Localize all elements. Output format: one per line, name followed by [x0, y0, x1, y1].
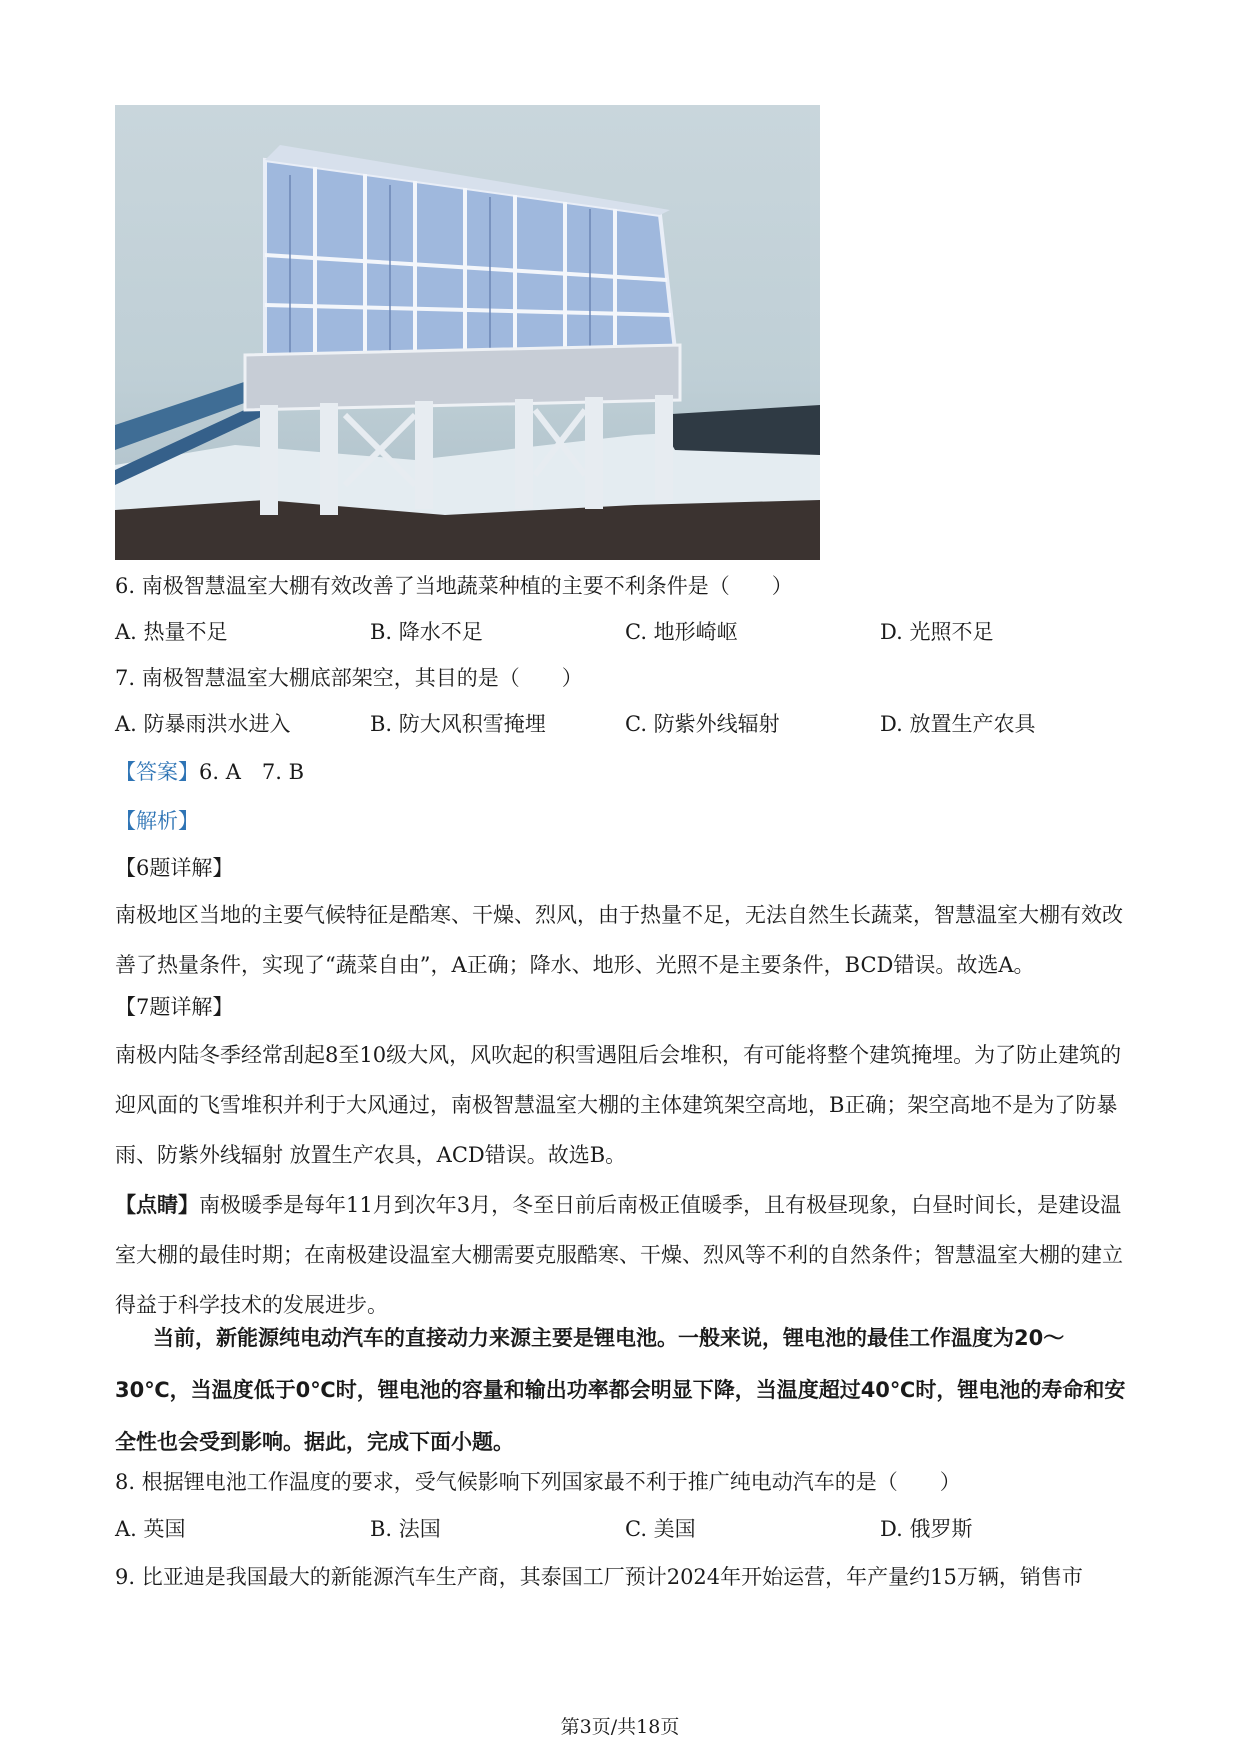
question-7-option-b: B. 防大风积雪掩埋 — [370, 712, 546, 736]
question-6-option-b: B. 降水不足 — [370, 620, 483, 644]
page-footer: 第3页/共18页 — [560, 1716, 680, 1738]
comment-text: 南极暖季是每年11月到次年3月，冬至日前后南极正值暖季，且有极昼现象，白昼时间长，是建设温室大棚的最佳时期；在南极建设温室大棚需要克服酷寒、干燥、烈风等不利的自然条件；智慧温室大棚的建立得益于科学技术的发展进步。 — [115, 1193, 1123, 1317]
question-6-option-d: D. 光照不足 — [880, 620, 994, 644]
comment-label: 【点睛】 — [115, 1192, 199, 1217]
reading-passage: 当前，新能源纯电动汽车的直接动力来源主要是锂电池。一般来说，锂电池的最佳工作温度为20～30℃，当温度低于0℃时，锂电池的容量和输出功率都会明显下降，当温度超过40℃时，锂电池的寿命和安全性也会受到影响。据此，完成下面小题。 — [115, 1326, 1126, 1454]
detail-6-label: 【6题详解】 — [115, 856, 234, 880]
detail-7-text: 南极内陆冬季经常刮起8至10级大风，风吹起的积雪遇阻后会堆积，有可能将整个建筑掩埋。为了防止建筑的迎风面的飞雪堆积并利于大风通过，南极智慧温室大棚的主体建筑架空高地，B正确；架空高地不是为了防暴雨、防紫外线辐射 放置生产农具，ACD错误。故选B。 — [115, 1043, 1122, 1167]
question-7-option-a: A. 防暴雨洪水进入 — [115, 712, 291, 736]
greenhouse-photo — [115, 105, 820, 560]
question-7-option-c: C. 防紫外线辐射 — [625, 712, 780, 736]
question-8-option-c: C. 美国 — [625, 1517, 696, 1541]
question-8-stem: 8. 根据锂电池工作温度的要求，受气候影响下列国家最不利于推广纯电动汽车的是（ ） — [115, 1470, 961, 1494]
question-6-stem: 6. 南极智慧温室大棚有效改善了当地蔬菜种植的主要不利条件是（ ） — [115, 574, 793, 598]
detail-7-label: 【7题详解】 — [115, 995, 234, 1019]
comment-paragraph — [115, 1180, 1135, 1330]
answer-label: 【答案】 — [115, 760, 199, 784]
question-8-option-b: B. 法国 — [370, 1517, 441, 1541]
question-8-option-a: A. 英国 — [115, 1517, 186, 1541]
question-7-stem: 7. 南极智慧温室大棚底部架空，其目的是（ ） — [115, 666, 583, 690]
detail-6-text: 南极地区当地的主要气候特征是酷寒、干燥、烈风，由于热量不足，无法自然生长蔬菜，智慧温室大棚有效改善了热量条件，实现了“蔬菜自由”，A正确；降水、地形、光照不是主要条件，BCD错误。故选A。 — [115, 903, 1123, 977]
question-6-option-c: C. 地形崎岖 — [625, 620, 738, 644]
question-7-option-d: D. 放置生产农具 — [880, 712, 1036, 736]
greenhouse-illustration — [115, 105, 820, 560]
question-9-stem: 9. 比亚迪是我国最大的新能源汽车生产商，其泰国工厂预计2024年开始运营，年产量约15万辆，销售市 — [115, 1565, 1083, 1589]
answer-line — [115, 757, 304, 787]
answer-text: 6. A 7. B — [199, 760, 305, 784]
analysis-label: 【解析】 — [115, 809, 199, 833]
question-6-option-a: A. 热量不足 — [115, 620, 228, 644]
question-8-option-d: D. 俄罗斯 — [880, 1517, 973, 1541]
